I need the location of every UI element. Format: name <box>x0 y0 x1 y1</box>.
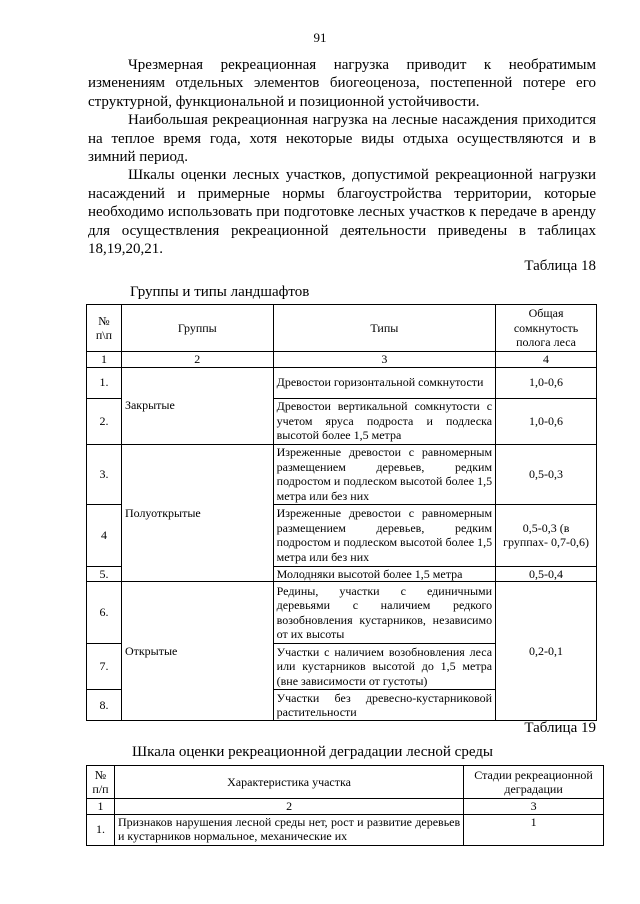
table-row <box>87 582 597 644</box>
paragraph-3: Шкалы оценки лесных участков, допустимой рекреационной нагрузки насаждений и примерные нормы благоустройства территории, которые необходимо использовать при подготовке лесных участков к передаче в аренду для осуществления рекреационной деятельности приведены в таблицах 18,19,20,21. <box>88 167 596 258</box>
row-number: 6. <box>87 582 122 644</box>
numbering-cell: 3 <box>464 799 604 815</box>
row-characteristic: Признаков нарушения лесной среды нет, рост и развитие деревьев и кустарников нормальное, механические их <box>114 814 463 845</box>
row-type: Древостои вертикальной сомкнутости с учетом яруса подроста и подлеска высотой более 1,5 метра <box>273 398 495 444</box>
group-semi-open: Полуоткрытые <box>121 444 273 582</box>
header-number: № п/п <box>87 766 115 799</box>
page-number: 91 <box>313 30 327 45</box>
header-stage: Стадии рекреационной деградации <box>464 766 604 799</box>
numbering-cell: 2 <box>114 799 463 815</box>
row-type: Редины, участки с единичными деревьями с наличием редкого возобновления кустарников, независимо от их высоты <box>273 582 495 644</box>
row-type: Изреженные древостои с равномерным размещением деревьев, редким подростом и подлеском высотой более 1,5 метра или без них <box>273 444 495 504</box>
row-value: 1,0-0,6 <box>496 398 597 444</box>
header-density: Общая сомкнутость полога леса <box>496 305 597 352</box>
table19 <box>86 765 604 846</box>
group-closed: Закрытые <box>121 367 273 444</box>
row-value: 1,0-0,6 <box>496 367 597 398</box>
group-open: Открытые <box>121 582 273 721</box>
row-number: 8. <box>87 690 122 721</box>
row-number: 1. <box>87 367 122 398</box>
row-type: Древостои горизонтальной сомкнутости <box>273 367 495 398</box>
table-row <box>87 814 604 845</box>
table18-caption: Таблица 18 <box>524 258 596 274</box>
numbering-cell: 1 <box>87 799 115 815</box>
table19-header-row <box>87 766 604 799</box>
numbering-cell: 3 <box>273 352 495 368</box>
numbering-cell: 1 <box>87 352 122 368</box>
row-type: Молодняки высотой более 1,5 метра <box>273 566 495 582</box>
header-groups: Группы <box>121 305 273 352</box>
table19-caption: Таблица 19 <box>524 720 596 736</box>
paragraph-1: Чрезмерная рекреационная нагрузка приводит к необратимым изменениям отдельных элементов биогеоценоза, постепенной потере его структурной, функциональной и позиционной устойчивости. <box>88 57 596 110</box>
row-number: 4 <box>87 504 122 566</box>
row-value: 0,2-0,1 <box>496 582 597 721</box>
header-number: № п\п <box>87 305 122 352</box>
row-stage: 1 <box>464 814 604 845</box>
row-value: 0,5-0,3 <box>496 444 597 504</box>
row-number: 7. <box>87 644 122 690</box>
table18 <box>86 304 597 721</box>
row-number: 3. <box>87 444 122 504</box>
table-row <box>87 444 597 504</box>
row-number: 2. <box>87 398 122 444</box>
numbering-cell: 4 <box>496 352 597 368</box>
body-text <box>88 56 596 258</box>
header-characteristic: Характеристика участка <box>114 766 463 799</box>
table18-numbering-row <box>87 352 597 368</box>
row-type: Изреженные древостои с равномерным размещением деревьев, редким подростом и подлеском высотой более 1,5 метра или без них <box>273 504 495 566</box>
table18-title: Группы и типы ландшафтов <box>130 284 310 300</box>
table18-header-row <box>87 305 597 352</box>
paragraph-2: Наибольшая рекреационная нагрузка на лесные насаждения приходится на теплое время года, хотя некоторые виды отдыха осуществляются и в зимний период. <box>88 112 596 166</box>
row-value: 0,5-0,3 (в группах- 0,7-0,6) <box>496 504 597 566</box>
row-number: 5. <box>87 566 122 582</box>
row-type: Участки с наличием возобновления леса или кустарников высотой до 1,5 метра (вне зависимости от густоты) <box>273 644 495 690</box>
row-value: 0,5-0,4 <box>496 566 597 582</box>
row-number: 1. <box>87 814 115 845</box>
table19-numbering-row <box>87 799 604 815</box>
row-type: Участки без древесно-кустарниковой растительности <box>273 690 495 721</box>
table-row <box>87 367 597 398</box>
header-types: Типы <box>273 305 495 352</box>
table19-title: Шкала оценки рекреационной деградации лесной среды <box>132 744 494 760</box>
numbering-cell: 2 <box>121 352 273 368</box>
